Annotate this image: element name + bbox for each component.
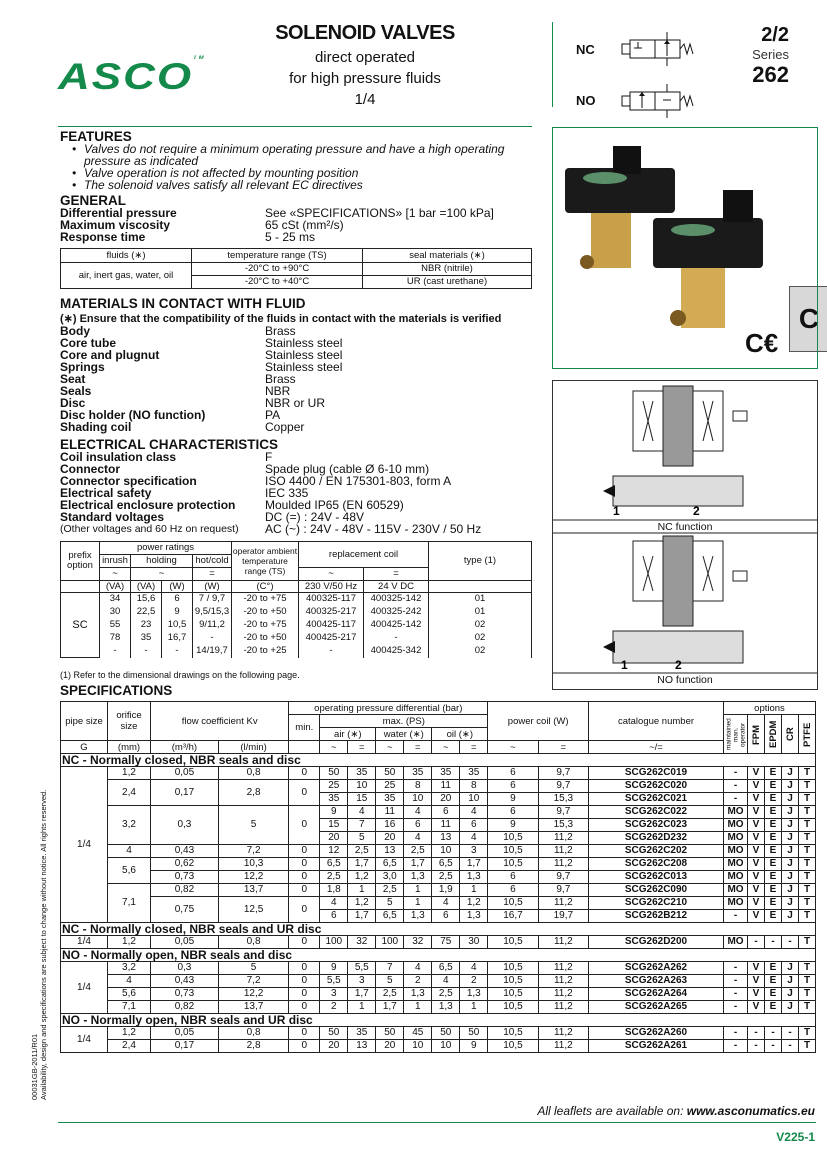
spec-row: 2,4 0,17 2,8 0 25 10 25 8 11 8 6 9,7 SCG262C020 - V E J T [61, 780, 816, 793]
no-cross-section-icon [603, 536, 747, 663]
spec-row: 35 15 35 10 20 10 9 15,3 SCG262C021 - V E J T [61, 793, 816, 806]
footer-divider [58, 1122, 816, 1123]
power-table-row: 55 23 10,5 9/11,2 -20 to +75 400425-117 400425-142 02 [61, 619, 532, 632]
subtitle-1: direct operated [314, 49, 416, 66]
general-specs: Differential pressure See «SPECIFICATIONS» [1 bar =100 kPa] Maximum viscosity 65 cSt (mm²/s) Response time 5 - 25 ms [60, 206, 494, 244]
specifications-heading: SPECIFICATIONS [60, 683, 173, 698]
asco-logo: ASCO™ [58, 55, 206, 98]
nc-cross-section-icon [603, 386, 747, 506]
spec-row: 7,1 0,82 13,7 0 1,8 1 2,5 1 1,9 1 6 9,7 SCG262C090 MO V E J T [61, 884, 816, 897]
ports-label: 2/2 [761, 24, 789, 46]
header-divider [58, 126, 532, 127]
feature-item: • The solenoid valves satisfy all relevant EC directives [72, 178, 363, 192]
no-port-1: 1 [621, 658, 628, 672]
leaflets-url[interactable]: www.asconumatics.eu [686, 1104, 815, 1118]
header-vline [552, 22, 553, 107]
no-label: NO [576, 93, 596, 108]
no-port-2: 2 [675, 658, 682, 672]
spec-row: 20 5 20 4 13 4 10,5 11,2 SCG262D232 MO V E J T [61, 832, 816, 845]
subtitle-3: 1/4 [354, 91, 376, 108]
general-heading: GENERAL [60, 193, 127, 208]
nc-port-2: 2 [693, 504, 700, 518]
nc-valve-symbol-icon [620, 28, 700, 68]
spec-row: 0,73 12,2 0 2,5 1,2 3,0 1,3 2,5 1,3 6 9,7 SCG262C013 MO V E J T [61, 871, 816, 884]
materials-list: Body Brass Core tube Stainless steel Core and plugnut Stainless steel Springs Stainless steel Seat Brass Seals NBR Disc NBR or UR Disc holder (NO function) PA Shading coil Copper [60, 324, 343, 434]
feature-item: • Valves do not require a minimum operating pressure and have a high operating pressure as indicated [72, 142, 505, 168]
electrical-heading: ELECTRICAL CHARACTERISTICS [60, 437, 279, 452]
spec-row: 4 0,43 7,2 0 5,5 3 5 2 4 2 10,5 11,2 SCG262A263 - V E J T [61, 975, 816, 988]
features-list [72, 143, 532, 191]
spec-row: 2,4 0,17 2,8 0 20 13 20 10 10 9 10,5 11,2 SCG262A261 - - - - T [61, 1040, 816, 1053]
spec-row: 3,2 0,3 5 0 9 4 11 4 6 4 6 9,7 SCG262C022 MO V E J T [61, 806, 816, 819]
leaflets-note: All leaflets are available on: www.asconumatics.eu [537, 1104, 815, 1118]
side-legal-text: 00031GB-2011/R01 Availability, design and specifications are subject to change without notice. All rights reserved. [30, 789, 48, 1100]
spec-row: 1/4 3,2 0,3 5 0 9 5,5 7 4 6,5 4 10,5 11,2 SCG262A262 - V E J T [61, 962, 816, 975]
spec-row: 6 1,7 6,5 1,3 6 1,3 16,7 19,7 SCG262B212 - V E J T [61, 910, 816, 923]
power-table-row: - - - 14/19,7 -20 to +25 - 400425-342 02 [61, 645, 532, 658]
spec-group-header: NO - Normally open, NBR seals and UR disc [61, 1014, 816, 1027]
power-footnote: (1) Refer to the dimensional drawings on the following page. [60, 670, 300, 680]
spec-row: 1/4 1,2 0,05 0,8 0 100 32 100 32 75 30 10,5 11,2 SCG262D200 MO - - - T [61, 936, 816, 949]
spec-group-header: NO - Normally open, NBR seals and disc [61, 949, 816, 962]
nc-caption: NC function [657, 521, 713, 533]
specifications-table: pipe size orifice size flow coefficient Kv operating pressure differential (bar) power coil (W) catalogue number options maintained man. operator FPM EPDM CR PTFE min. max. (PS) air (∗) water (∗) oil (∗) G (mm) (m³/h) (l/min) ~ = ~ = ~ = ~ = ~/= NC - Normally closed, NBR seals and disc 1/4 1,2 0,05 0,8 0 50 35 50 35 35 35 6 9,7 SCG262C019 - V E J T 2,4 0,17 2,8 0 25 10 25 8 11 8 6 9,7 SCG262C020 - V E J T 35 15 35 10 20 10 9 15,3 SCG262C021 - V E J T 3,2 0,3 5 0 9 4 11 4 6 4 6 9,7 SCG262C022 MO V E J T 15 7 16 6 11 6 9 15,3 SCG262C023 MO V E J T 20 5 20 4 13 4 10,5 11,2 SCG262D232 MO V E J T 4 0,43 7,2 0 12 2,5 13 2,5 10 3 10,5 11,2 SCG262C202 MO V E J T 5,6 0,62 10,3 0 6,5 1,7 6,5 1,7 6,5 1,7 10,5 11,2 SCG262C208 MO V E J T 0,73 12,2 0 2,5 1,2 3,0 1,3 2,5 1,3 6 9,7 SCG262C013 MO V E J T 7,1 0,82 13,7 0 1,8 1 2,5 1 1,9 1 6 9,7 SCG262C090 MO V E J T 0,75 12,5 0 4 1,2 5 1 4 1,2 10,5 11,2 SCG262C210 MO V E J T 6 1,7 6,5 1,3 6 1,3 16,7 19,7 SCG262B212 - V E J T NC - Normally closed, NBR seals and UR disc 1/4 1,2 0,05 0,8 0 100 32 100 32 75 30 10,5 11,2 SCG262D200 MO - - - T NO - Normally open, NBR seals and disc 1/4 3,2 0,3 5 0 9 5,5 7 4 6,5 4 10,5 11,2 SCG262A262 - V E J T 4 0,43 7,2 0 5,5 3 5 2 4 2 10,5 11,2 SCG262A263 - V E J T 5,6 0,73 12,2 0 3 1,7 2,5 1,3 2,5 1,3 10,5 11,2 SCG262A264 - V E J T 7,1 0,82 13,7 0 2 1 1,7 1 1,3 1 10,5 11,2 SCG262A265 - V E J T NO - Normally open, NBR seals and UR disc 1/4 1,2 0,05 0,8 0 50 35 50 45 50 50 10,5 11,2 SCG262A260 - - - - T 2,4 0,17 2,8 0 20 13 20 10 10 9 10,5 11,2 SCG262A261 - - - - T [60, 701, 816, 1053]
power-table-row: 30 22,5 9 9,5/15,3 -20 to +50 400325-217 400325-242 01 [61, 606, 532, 619]
ce-mark-icon: C€ [745, 328, 779, 358]
nc-label: NC [576, 42, 595, 57]
spec-row: 1/4 1,2 0,05 0,8 0 50 35 50 45 50 50 10,5 11,2 SCG262A260 - - - - T [61, 1027, 816, 1040]
spec-row: 0,75 12,5 0 4 1,2 5 1 4 1,2 10,5 11,2 SCG262C210 MO V E J T [61, 897, 816, 910]
spec-group-header: NC - Normally closed, NBR seals and UR disc [61, 923, 816, 936]
fluid-table: fluids (∗) temperature range (TS) seal materials (∗) air, inert gas, water, oil -20°C to +90°C NBR (nitrile) -20°C to +40°C UR (cast urethane) [60, 248, 532, 289]
function-diagrams [552, 380, 818, 690]
spec-group-header: NC - Normally closed, NBR seals and disc [61, 754, 816, 767]
spec-row: 5,6 0,62 10,3 0 6,5 1,7 6,5 1,7 6,5 1,7 10,5 11,2 SCG262C208 MO V E J T [61, 858, 816, 871]
section-tab: C [789, 286, 827, 352]
materials-heading: MATERIALS IN CONTACT WITH FLUID [60, 296, 306, 311]
no-caption: NO function [657, 674, 713, 686]
spec-row: 5,6 0,73 12,2 0 3 1,7 2,5 1,3 2,5 1,3 10,5 11,2 SCG262A264 - V E J T [61, 988, 816, 1001]
feature-item: • Valve operation is not affected by mounting position [72, 166, 359, 180]
product-photo [552, 127, 818, 369]
no-valve-symbol-icon [620, 80, 700, 120]
power-ratings-table: prefix option power ratings operator ambient temperature range (TS) replacement coil type (1) inrush holding hot/cold ~ ~ = ~ = (VA) (VA) (W) (W) (C°) 230 V/50 Hz 24 V DC SC 34 15,6 6 7 / 9,7 -20 to +75 400325-117 400325-142 01 30 22,5 9 9,5/15,3 -20 to +50 400325-217 400325-242 01 55 23 10,5 9/11,2 -20 to +75 400425-117 400425-142 02 78 35 16,7 - -20 to +50 400425-217 - 02 - - - 14/19,7 -20 to +25 - 400425-342 02 [60, 541, 532, 658]
nc-port-1: 1 [613, 504, 620, 518]
subtitle-2: for high pressure fluids [289, 70, 441, 87]
electrical-list: Coil insulation class F Connector Spade plug (cable Ø 6-10 mm) Connector specification ISO 4400 / EN 175301-803, form A Electrical safety IEC 335 Electrical enclosure protection Moulded IP65 (EN 60529) Standard voltages DC (=) : 24V - 48V (Other voltages and 60 Hz on request) AC (~) : 24V - 48V - 115V - 230V / 50 Hz [60, 450, 482, 536]
power-table-row: SC 34 15,6 6 7 / 9,7 -20 to +75 400325-117 400325-142 01 [61, 593, 532, 606]
page-code: V225-1 [776, 1130, 815, 1144]
spec-row: 1/4 1,2 0,05 0,8 0 50 35 50 35 35 35 6 9,7 SCG262C019 - V E J T [61, 767, 816, 780]
title-text: SOLENOID VALVES [275, 22, 455, 44]
power-table-row: 78 35 16,7 - -20 to +50 400425-217 - 02 [61, 632, 532, 645]
document-title [250, 22, 480, 108]
spec-row: 4 0,43 7,2 0 12 2,5 13 2,5 10 3 10,5 11,2 SCG262C202 MO V E J T [61, 845, 816, 858]
series-number: 262 [752, 62, 789, 87]
series-block [752, 24, 789, 88]
features-heading: FEATURES [60, 129, 132, 144]
materials-note: (∗) Ensure that the compatibility of the fluids in contact with the materials is verified [60, 313, 502, 325]
series-word: Series [752, 47, 789, 62]
spec-row: 7,1 0,82 13,7 0 2 1 1,7 1 1,3 1 10,5 11,2 SCG262A265 - V E J T [61, 1001, 816, 1014]
spec-row: 15 7 16 6 11 6 9 15,3 SCG262C023 MO V E J T [61, 819, 816, 832]
